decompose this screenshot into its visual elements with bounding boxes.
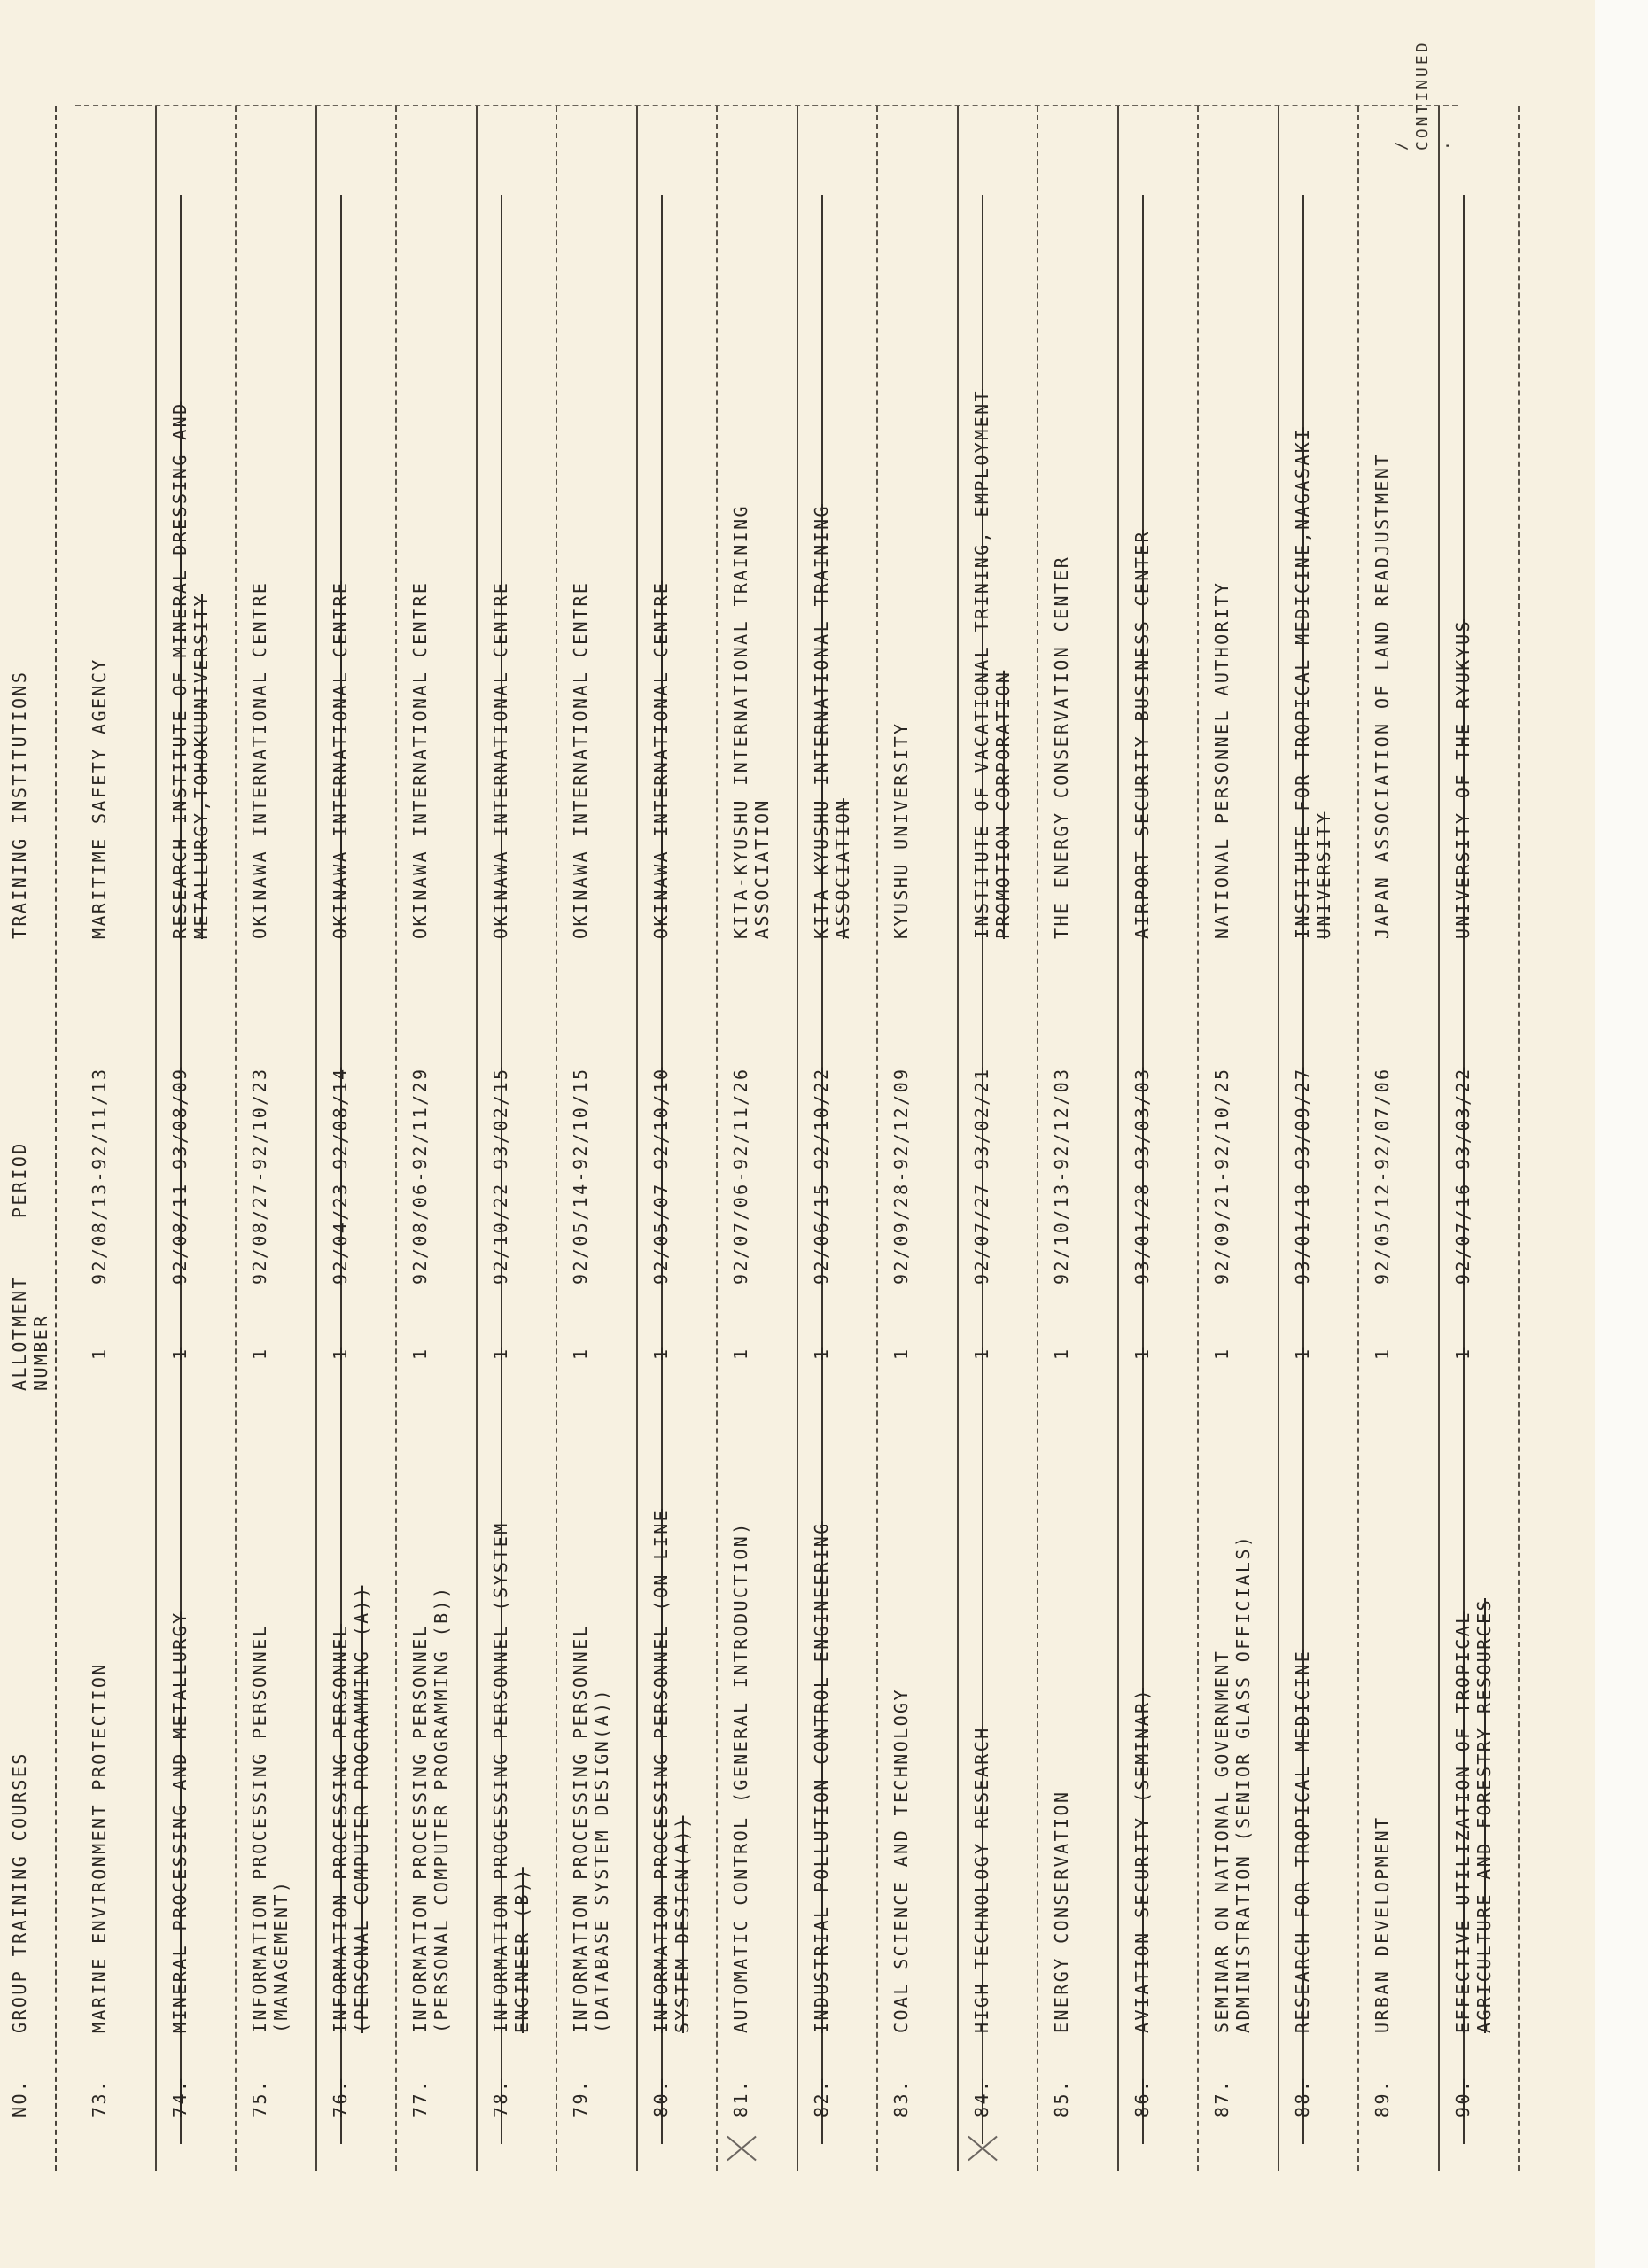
institution-line: KITA-KYUSHU INTERNATIONAL TRAINING	[810, 504, 832, 939]
training-period: 92/09/21-92/10/25	[1211, 1067, 1232, 1285]
institution-line: OKINAWA INTERNATIONAL CENTRE	[329, 580, 351, 939]
table-row	[1051, 106, 1131, 2171]
table-row	[730, 106, 811, 2171]
training-period: 92/10/13-92/12/03	[1051, 1067, 1072, 1285]
institution-line: NATIONAL PERSONNEL AUTHORITY	[1211, 580, 1232, 939]
row-separator	[1438, 106, 1440, 2171]
allotment-number: 1	[730, 1347, 751, 1360]
allotment-number: 1	[1451, 1347, 1473, 1360]
institution-line: ASSOCIATION	[751, 798, 773, 939]
course-name	[1452, 1395, 1495, 2033]
paper-margin	[1595, 0, 1648, 2268]
institution-line: INSTITUTE FOR TROPICAL MEDICINE,NAGASAKI	[1291, 427, 1313, 939]
training-period: 92/05/07-92/10/10	[649, 1067, 672, 1285]
course-name-line: SEMINAR ON NATIONAL GOVERNMENT	[1211, 1649, 1232, 2033]
allotment-number: 1	[1211, 1347, 1232, 1360]
training-period: 93/01/18-93/09/27	[1291, 1067, 1313, 1285]
course-name	[409, 1395, 452, 2033]
right-margin-rule	[75, 105, 1458, 106]
institution-line: KITA-KYUSHU INTERNATIONAL TRAINING	[730, 504, 751, 939]
row-number: 83.	[890, 2078, 912, 2117]
training-institution	[1452, 106, 1473, 939]
allotment-number: 1	[890, 1347, 912, 1360]
training-institution	[249, 106, 270, 939]
training-institution	[1372, 106, 1393, 939]
allotment-number: 1	[89, 1347, 110, 1360]
allotment-number: 1	[1131, 1347, 1153, 1360]
course-name-line: INDUSTRIAL POLLUTION CONTROL ENGINEERING	[810, 1521, 832, 2033]
table-row	[811, 106, 891, 2171]
course-name	[249, 1395, 292, 2033]
training-institution	[650, 106, 672, 939]
course-name-line: ENERGY CONSERVATION	[1051, 1790, 1072, 2033]
row-number: 80.	[649, 2078, 672, 2117]
course-name-line: MARINE ENVIRONMENT PROTECTION	[89, 1662, 110, 2033]
header-allotment-line1: ALLOTMENT	[9, 1276, 30, 1391]
continued-note: / CONTINUED .	[1392, 40, 1453, 151]
training-period: 92/07/16-93/03/22	[1451, 1067, 1473, 1285]
course-name	[169, 1395, 190, 2033]
allotment-number: 1	[168, 1347, 190, 1360]
row-separator	[797, 106, 798, 2171]
row-number: 90.	[1451, 2078, 1473, 2117]
course-name-line: (PERSONAL COMPUTER PROGRAMMING (B))	[431, 1585, 452, 2033]
row-separator	[957, 106, 959, 2171]
course-name-line: ADMINISTRATION (SENIOR GLASS OFFICIALS)	[1232, 1534, 1254, 2033]
training-institution	[1051, 106, 1072, 939]
row-separator	[476, 106, 478, 2171]
institution-line: MARITIME SAFETY AGENCY	[89, 657, 110, 939]
training-period: 92/08/06-92/11/29	[409, 1067, 431, 1285]
typed-table-sheet	[0, 40, 1506, 2171]
handwritten-x-mark	[968, 2133, 998, 2163]
course-name-line: AVIATION SECURITY (SEMINAR)	[1131, 1688, 1153, 2033]
row-number: 78.	[489, 2078, 511, 2117]
table-row	[490, 106, 571, 2171]
training-institution	[1211, 106, 1232, 939]
row-separator	[395, 106, 397, 2171]
row-number: 89.	[1372, 2078, 1393, 2117]
allotment-number: 1	[329, 1347, 351, 1360]
header-courses: GROUP TRAINING COURSES	[9, 1751, 30, 2033]
course-name-line: URBAN DEVELOPMENT	[1372, 1815, 1393, 2033]
institution-line: RESEARCH INSTITUTE OF MINERAL DRESSING AND	[168, 401, 190, 939]
training-period: 92/10/22-93/02/15	[489, 1067, 511, 1285]
course-name-line: INFORMATION PROCESSING PERSONNEL	[329, 1623, 351, 2033]
institution-line: PROMOTION CORPORATION	[991, 670, 1014, 939]
training-institution	[811, 106, 853, 939]
course-name-line: INFORMATION PROCESSING PERSONNEL	[409, 1623, 431, 2033]
training-period: 92/04/23-92/08/14	[329, 1067, 351, 1285]
row-separator	[876, 106, 878, 2171]
table-row	[971, 106, 1052, 2171]
course-name-line: RESEARCH FOR TROPICAL MEDICINE	[1291, 1649, 1313, 2033]
course-name-line: EFFECTIVE UTILIZATION OF TROPICAL	[1451, 1611, 1473, 2033]
course-name-line: (PERSONAL COMPUTER PROGRAMMING (A))	[350, 1585, 372, 2033]
institution-line: OKINAWA INTERNATIONAL CENTRE	[409, 580, 431, 939]
row-number: 87.	[1211, 2078, 1232, 2117]
training-institution	[730, 106, 773, 939]
institution-line: UNIVERSITY OF THE RYUKYUS	[1451, 618, 1473, 939]
row-number: 79.	[570, 2078, 591, 2117]
course-name	[650, 1395, 693, 2033]
course-name	[570, 1395, 612, 2033]
course-name	[490, 1395, 532, 2033]
institution-line: JAPAN ASSOCIATION OF LAND READJUSTMENT	[1372, 453, 1393, 939]
allotment-number: 1	[810, 1347, 832, 1360]
header-allotment	[9, 1249, 51, 1391]
training-period: 92/08/27-92/10/23	[249, 1067, 270, 1285]
row-number: 77.	[409, 2078, 431, 2117]
handwritten-x-mark	[727, 2133, 757, 2163]
training-period: 92/07/27-93/02/21	[970, 1067, 992, 1285]
allotment-number: 1	[249, 1347, 270, 1360]
institution-line: AIRPORT SECURITY BUSINESS CENTER	[1131, 529, 1153, 939]
row-separator	[315, 106, 317, 2171]
course-name	[890, 1395, 912, 2033]
course-name-line: AUTOMATIC CONTROL (GENERAL INTRODUCTION)	[730, 1521, 751, 2033]
allotment-number: 1	[1291, 1347, 1313, 1360]
course-name	[1292, 1395, 1313, 2033]
allotment-number: 1	[570, 1347, 591, 1360]
training-institution	[330, 106, 351, 939]
training-institution	[890, 106, 912, 939]
course-name-line: AGRICULTURE AND FORESTRY RESOURCES	[1473, 1598, 1495, 2033]
row-number: 86.	[1131, 2078, 1153, 2117]
allotment-number: 1	[649, 1347, 672, 1360]
allotment-number: 1	[970, 1347, 992, 1360]
course-name	[971, 1395, 992, 2033]
course-name-line: HIGH TECHNOLOGY RESEARCH	[970, 1726, 992, 2033]
training-institution	[490, 106, 511, 939]
training-institution	[409, 106, 431, 939]
training-period: 92/09/28-92/12/09	[890, 1067, 912, 1285]
course-name	[811, 1395, 832, 2033]
header-allotment-line2: NUMBER	[30, 1314, 51, 1391]
table-row	[169, 106, 250, 2171]
course-name	[730, 1395, 751, 2033]
course-name-line: (MANAGEMENT)	[270, 1879, 292, 2033]
row-separator	[1197, 106, 1199, 2171]
table-row	[1211, 106, 1292, 2171]
institution-line: OKINAWA INTERNATIONAL CENTRE	[489, 580, 511, 939]
course-name-line: COAL SCIENCE AND TECHNOLOGY	[890, 1688, 912, 2033]
allotment-number: 1	[1051, 1347, 1072, 1360]
training-institution	[971, 106, 1014, 939]
table-row	[330, 106, 410, 2171]
institution-line: THE ENERGY CONSERVATION CENTER	[1051, 555, 1072, 939]
row-separator	[155, 106, 157, 2171]
table-row	[409, 106, 490, 2171]
course-name	[1211, 1395, 1254, 2033]
course-name	[330, 1395, 372, 2033]
allotment-number: 1	[1372, 1347, 1393, 1360]
course-name	[1051, 1395, 1072, 2033]
institution-line: UNIVERSITY	[1312, 811, 1334, 939]
header-period: PERIOD	[9, 1141, 30, 1218]
training-institution	[570, 106, 591, 939]
course-name	[1131, 1395, 1153, 2033]
course-name-line: INFORMATION PROCESSING PERSONNEL	[570, 1623, 591, 2033]
row-number: 84.	[970, 2078, 992, 2117]
row-number: 74.	[168, 2078, 190, 2117]
training-period: 92/05/14-92/10/15	[570, 1067, 591, 1285]
table-row	[650, 106, 731, 2171]
training-period: 92/08/13-92/11/13	[89, 1067, 110, 1285]
training-institution	[89, 106, 110, 939]
row-number: 75.	[249, 2078, 270, 2117]
row-separator	[1357, 106, 1359, 2171]
course-name-line: INFORMATION PROGESSING PERSONNEL (SYSTEM	[489, 1521, 511, 2033]
institution-line: INSTITUTE OF VACATIONAL TRINING, EMPLOYMENT	[970, 389, 992, 939]
row-separator	[1037, 106, 1038, 2171]
course-name-line: ENGINEER (B))	[510, 1867, 532, 2033]
row-number: 76.	[329, 2078, 351, 2117]
course-name-line: (DATABASE SYSTEM DESIGN(A))	[591, 1688, 612, 2033]
row-separator	[1117, 106, 1119, 2171]
table-row	[570, 106, 650, 2171]
allotment-number: 1	[409, 1347, 431, 1360]
row-separator	[1518, 106, 1520, 2171]
institution-line: KYUSHU UNIVERSITY	[890, 721, 912, 939]
institution-line: OKINAWA INTERNATIONAL CENTRE	[249, 580, 270, 939]
institution-line: OKINAWA INTERNATIONAL CENTRE	[649, 580, 672, 939]
course-name-line: SYSTEM DESIGN(A))	[671, 1815, 693, 2033]
institution-line: ASSOCIATION	[831, 798, 853, 939]
row-separator	[1278, 106, 1279, 2171]
institution-line: METALLURGY,TOHOKUUNIVERSITY	[190, 594, 212, 939]
table-row	[1292, 106, 1372, 2171]
row-number: 82.	[810, 2078, 832, 2117]
table-row	[1131, 106, 1212, 2171]
header-rule	[55, 106, 57, 2171]
course-name-line: INFORMATION PROCESSING PERSONNEL (ON LINE	[649, 1508, 672, 2033]
training-period: 92/07/06-92/11/26	[730, 1067, 751, 1285]
course-name-line: INFORMATION PROCESSING PERSONNEL	[249, 1623, 270, 2033]
table-row	[1372, 106, 1452, 2171]
allotment-number: 1	[489, 1347, 511, 1360]
row-separator	[556, 106, 557, 2171]
row-separator	[235, 106, 237, 2171]
table-row	[1452, 106, 1533, 2171]
table-row	[89, 106, 169, 2171]
course-name	[1372, 1395, 1393, 2033]
training-institution	[1131, 106, 1153, 939]
row-number: 81.	[730, 2078, 751, 2117]
table-row	[249, 106, 330, 2171]
row-separator	[716, 106, 718, 2171]
course-name	[89, 1395, 110, 2033]
institution-line: OKINAWA INTERNATIONAL CENTRE	[570, 580, 591, 939]
header-institutions: TRAINING INSTITUTIONS	[9, 670, 30, 939]
row-number: 73.	[89, 2078, 110, 2117]
training-institution	[1292, 106, 1334, 939]
row-separator	[636, 106, 638, 2171]
row-number: 88.	[1291, 2078, 1313, 2117]
training-period: 92/05/12-92/07/06	[1372, 1067, 1393, 1285]
table-row	[890, 106, 971, 2171]
row-number: 85.	[1051, 2078, 1072, 2117]
course-name-line: MINERAL PROCESSING AND METALLURGY	[168, 1611, 190, 2033]
header-no: NO.	[9, 2078, 30, 2117]
training-period: 92/08/11-93/08/09	[168, 1067, 190, 1285]
training-period: 93/01/28-93/03/03	[1131, 1067, 1153, 1285]
training-institution	[169, 106, 212, 939]
training-period: 92/06/15-92/10/22	[810, 1067, 832, 1285]
